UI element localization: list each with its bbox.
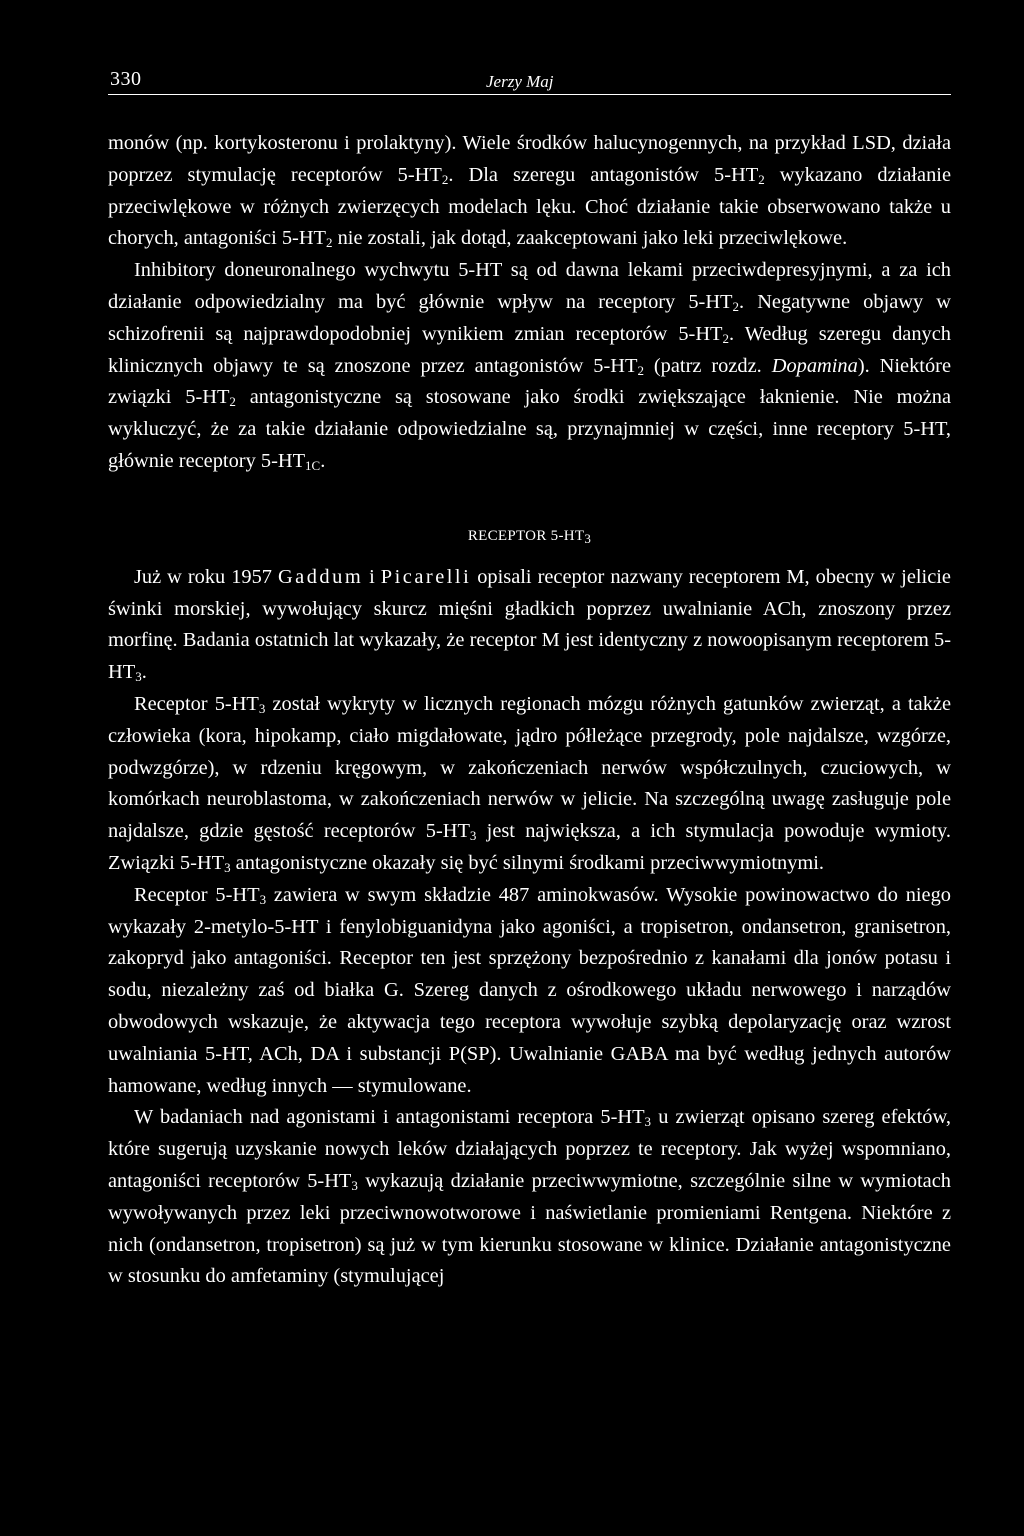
section-heading: RECEPTOR $5-HT_3$ [467,527,592,546]
body-text [108,128,951,1293]
paragraph-3: Już w roku 1957 Gaddum i Picarelli opisali receptor nazwany receptorem M, obecny w jelicie świnki morskiej, wywołujący skurcz mięśni gładkich poprzez uwalnianie ACh, znoszony przez morfinę. Badania ostatnich lat wykazały, że receptor M jest identyczny z nowoopisanym receptorem $5-HT_3$. [108,565,951,685]
author-name: Picarelli [380,565,472,588]
page-number: 330 [110,68,142,90]
paragraph-6: W badaniach nad agonistami i antagonistami receptora $5-HT_3$ u zwierząt opisano szereg efektów, które sugerują uzyskanie nowych leków działających poprzez te receptory. Jak wyżej wspomniano, antagoniści receptorów $5-HT_3$ wykazują działanie przeciwwymiotne, szczególnie silne w wymiotach wywoływanych przez leki przeciwnowotworowe i naświetlanie promieniami Rentgena. Niektóre z nich (ondansetron, tropisetron) są już w tym kierunku stosowane w klinice. Działanie antagonistyczne w stosunku do amfetaminy (stymulującej [108,1106,951,1288]
paragraph-5: Receptor $5-HT_3$ zawiera w swym składzie 487 aminokwasów. Wysokie powinowactwo do niego wykazały 2-metylo-5-HT i fenylobiguanidyna jako agoniści, a tropisetron, ondansetron, granisetron, zakopryd jako antagoniści. Receptor ten jest sprzężony bezpośrednio z kanałami dla jonów potasu i sodu, niezależny zaś od białka G. Szereg danych z ośrodkowego układu nerwowego i narządów obwodowych wskazuje, że aktywacja tego receptora wywołuje szybką depolaryzację oraz wzrost uwalniania 5-HT, ACh, DA i substancji P(SP). Uwalnianie GABA ma być według jednych autorów hamowane, według innych — stymulowane. [108,883,951,1097]
document-page [108,60,951,1288]
paragraph-1: monów (np. kortykosteronu i prolaktyny). Wiele środków halucynogennych, na przykład LSD, działa poprzez stymulację receptorów $5-HT_2$. Dla szeregu antagonistów $5-HT_2$ wykazano działanie przeciwlękowe w różnych zwierzęcych modelach lęku. Choć działanie takie obserwowano także u chorych, antagoniści $5-HT_2$ nie zostali, jak dotąd, zaakceptowani jako leki przeciwlękowe. [108,132,951,251]
page-header [108,60,951,96]
running-head-author: Jerzy Maj [486,72,554,91]
paragraph-4: Receptor $5-HT_3$ został wykryty w licznych regionach mózgu różnych gatunków zwierząt, a także człowieka (kora, hipokamp, ciało migdałowate, jądro półleżące przegrody, pole najdalsze, wzgórze, podwzgórze), w rdzeniu kręgowym, w zakończeniach nerwów współczulnych, czuciowych, w komórkach neuroblastoma, w zakończeniach nerwów w jelicie. Na szczególną uwagę zasługuje pole najdalsze, gdzie gęstość receptorów $5-HT_3$ jest największa, a ich stymulacja powoduje wymioty. Związki $5-HT_3$ antagonistyczne okazały się być silnymi środkami przeciwwymiotnymi. [108,692,951,875]
paragraph-2: Inhibitory doneuronalnego wychwytu 5-HT są od dawna lekami przeciwdepresyjnymi, a za ich działanie odpowiedzialny ma być głównie wpływ na receptory $5-HT_2$. Negatywne objawy w schizofrenii są najprawdopodobniej wynikiem zmian receptorów $5-HT_2$. Według szeregu danych klinicznych objawy te są znoszone przez antagonistów $5-HT_2$ (patrz rozdz. Dopamina). Niektóre związki $5-HT_2$ antagonistyczne są stosowane jako środki zwiększające łaknienie. Nie można wykluczyć, że za takie działanie odpowiedzialne są, przynajmniej w części, inne receptory 5-HT, głównie receptory $5-HT_{1C}$. [108,259,951,473]
chapter-reference: Dopamina [771,354,858,377]
author-name: Gaddum [277,565,364,588]
header-rule [108,94,951,95]
